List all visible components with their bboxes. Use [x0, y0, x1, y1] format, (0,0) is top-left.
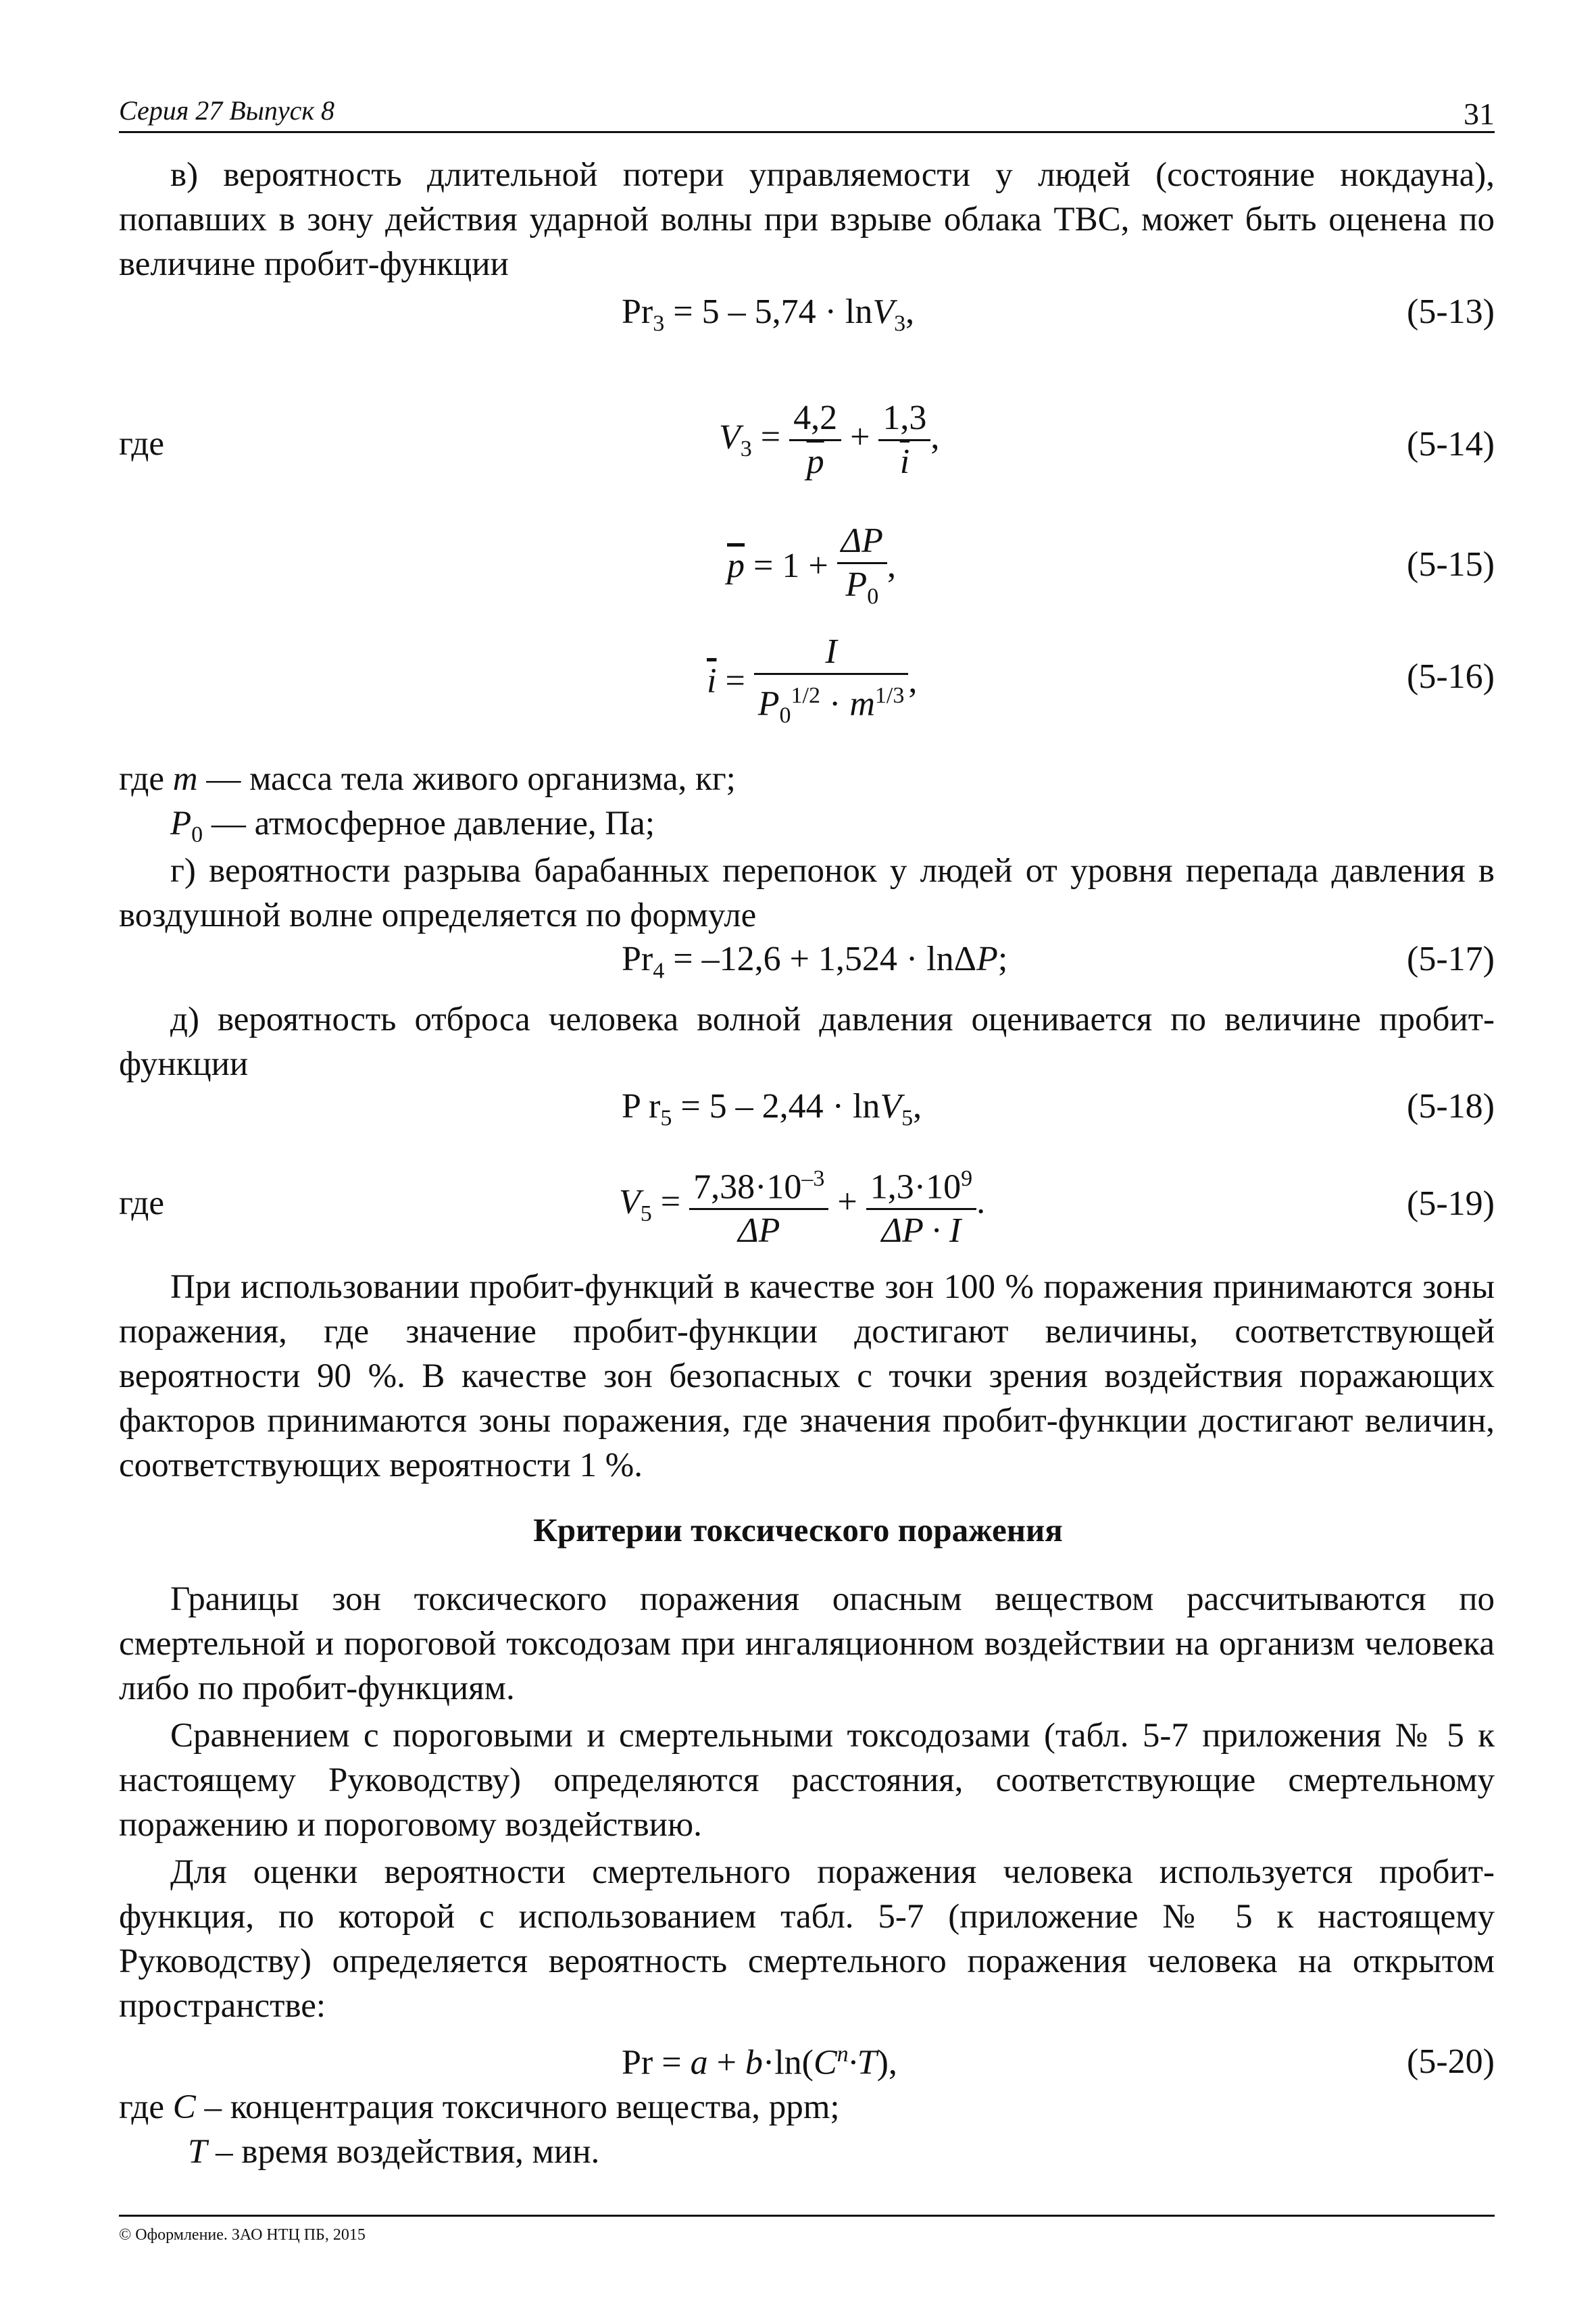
fraction-1-3-over-dpi: $\frac{1,3\cdot 10^9}{\Delta P \cdot I}$	[866, 1158, 976, 1252]
section-heading: Критерии токсического поражения	[533, 1511, 1063, 1549]
fraction-i-over-p0-m: $\frac{I}{P_0^{1/2} \cdot m^{1/3}}$	[754, 631, 909, 737]
equation-5-17: $Pr_4 = -12,6 + 1,524 \cdot \ln\Delta P$;	[622, 940, 1008, 984]
series-title: Серия 27 Выпуск 8	[119, 95, 335, 126]
where-label-2: где	[119, 1184, 164, 1222]
paragraph-v: в) вероятность длительной потери управляемости у людей (состояние нокдауна), попавших в зону действия ударной волны при взрыве облака ТВС, может быть оценена по величине пробит-функции	[119, 156, 1495, 283]
equation-number-5-20: (5-20)	[1407, 2042, 1495, 2081]
equation-number-5-19: (5-19)	[1407, 1184, 1495, 1223]
equation-5-16: $\overline{i}$ = $\frac{I}{P_0^{1/2} \cdot m^{1/3}}$ ,	[707, 631, 917, 737]
page-number: 31	[1464, 97, 1495, 131]
equation-5-14: $V_3$ = $\frac{4,2}{p}$ + $\frac{1,3}{i}$ ,	[719, 397, 939, 483]
definition-m: где m — масса тела живого организма, кг;	[119, 760, 736, 798]
paragraph-estimate: Для оценки вероятности смертельного поражения человека используется пробит-функция, по которой с использованием табл. 5-7 (приложение № 5 к настоящему Руководству) определяется вероятность смертельного поражения человека на открытом пространстве:	[119, 1853, 1495, 2025]
paragraph-g: г) вероятности разрыва барабанных перепонок у людей от уровня перепада давления в воздушной волне определяется по формуле	[119, 852, 1495, 934]
equation-5-18: P $r_5 = 5 - 2,44 \cdot \ln V_5$,	[622, 1087, 922, 1131]
equation-number-5-13: (5-13)	[1407, 293, 1495, 331]
equation-number-5-18: (5-18)	[1407, 1087, 1495, 1126]
fraction-dp-over-p0: $\frac{\Delta P}{P_0}$	[837, 520, 887, 618]
definition-t: T – время воздействия, мин.	[188, 2133, 600, 2171]
equation-5-19: $V_5$ = $\frac{7,38\cdot 10^{-3}}{\Delta P}$ + $\frac{1,3\cdot 10^9}{\Delta P \cdot I}$ .	[619, 1158, 985, 1252]
equation-5-20: $Pr = a + b\cdot\ln(C^n\cdot T)$,	[622, 2042, 897, 2082]
paragraph-usage: При использовании пробит-функций в качестве зон 100 % поражения принимаются зоны поражения, где значение пробит-функции достигают величины, соответствующей вероятности 90 %. В качестве зон безопасных с точки зрения воздействия поражающих факторов принимаются зоны поражения, где значения пробит-функции достигают величин, соответствующих вероятности 1 %.	[119, 1268, 1495, 1484]
equation-5-13: $Pr_3 = 5 - 5,74 \cdot \ln V_3$,	[622, 293, 915, 336]
fraction-1-3-over-i: $\frac{1,3}{i}$	[878, 397, 930, 483]
equation-number-5-17: (5-17)	[1407, 940, 1495, 978]
copyright-footer: © Оформление. ЗАО НТЦ ПБ, 2015	[119, 2215, 1495, 2244]
definition-p0: $P_0$ — атмосферное давление, Па;	[170, 805, 655, 848]
equation-number-5-16: (5-16)	[1407, 657, 1495, 696]
paragraph-compare: Сравнением с пороговыми и смертельными токсодозами (табл. 5-7 приложения № 5 к настоящему Руководству) определяются расстояния, соответствующие смертельному поражению и пороговому воздействию.	[119, 1717, 1495, 1844]
definition-c: где C – концентрация токсичного вещества, ppm;	[119, 2088, 840, 2126]
where-label-1: где	[119, 425, 164, 463]
equation-5-15: $\overline{p} = 1$ + $\frac{\Delta P}{P_0}$ ,	[727, 520, 896, 618]
paragraph-d: д) вероятность отброса человека волной давления оценивается по величине пробит-функции	[119, 1001, 1495, 1083]
equation-number-5-14: (5-14)	[1407, 425, 1495, 463]
paragraph-bounds: Границы зон токсического поражения опасным веществом рассчитываются по смертельной и пороговой токсодозам при ингаляционном воздействии на организм человека либо по пробит-функциям.	[119, 1580, 1495, 1707]
running-header	[119, 89, 1495, 133]
fraction-7-38-over-dp: $\frac{7,38\cdot 10^{-3}}{\Delta P}$	[689, 1158, 828, 1252]
equation-number-5-15: (5-15)	[1407, 545, 1495, 584]
fraction-4-2-over-p: $\frac{4,2}{p}$	[789, 397, 841, 483]
